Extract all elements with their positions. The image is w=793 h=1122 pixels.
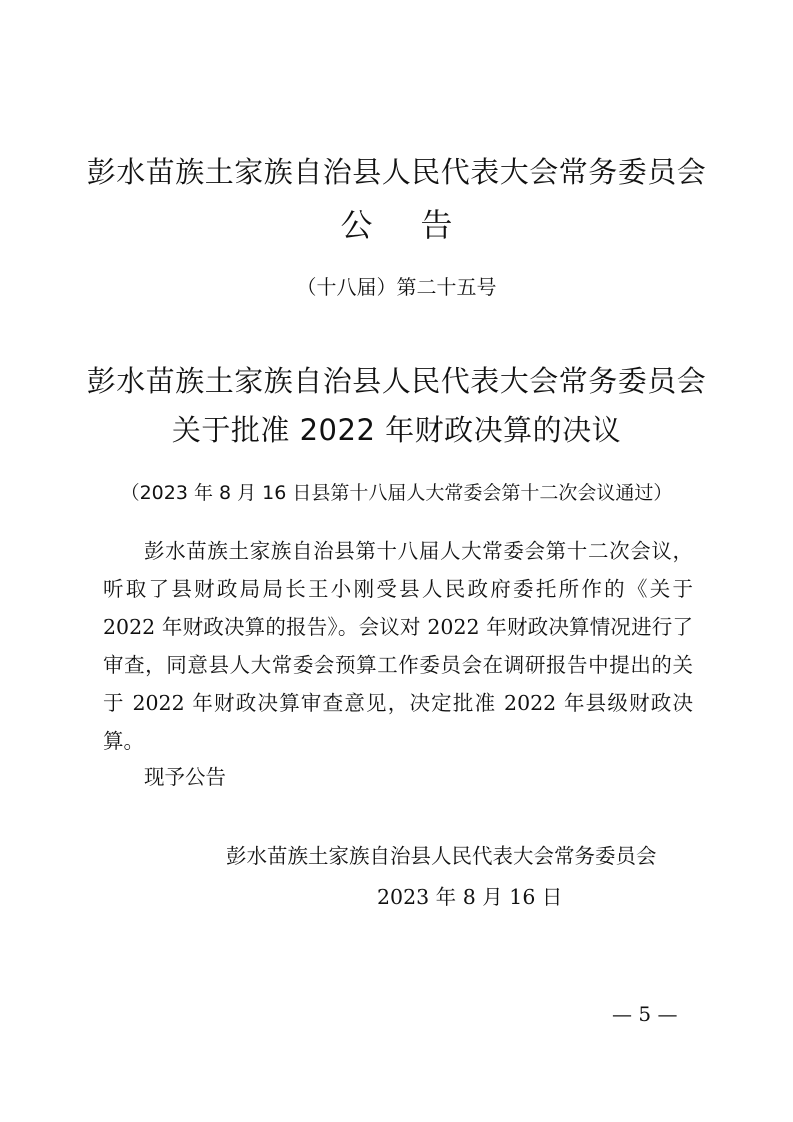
signature-organization: 彭水苗族土家族自治县人民代表大会常务委员会 <box>226 844 657 868</box>
passed-note: （2023 年 8 月 16 日县第十八届人大常委会第十二次会议通过） <box>120 482 673 504</box>
resolution-body <box>103 532 693 760</box>
announcement-heading-char-2: 告 <box>420 206 453 244</box>
body-paragraph: 彭水苗族土家族自治县第十八届人大常委会第十二次会议，听取了县财政局局长王小刚受县人民政府委托所作的《关于 2022 年财政决算的报告》。会议对 2022 年财政决算情况进行了审查，同意县人大常委会预算工作委员会在调研报告中提出的关于 2022 年财政决算审查意见，决定批准 2022 年县级财政决算。 <box>103 539 693 753</box>
announcement-heading-char-1: 公 <box>340 206 373 244</box>
announcement-heading <box>0 200 793 246</box>
page-number: — 5 — <box>612 1002 678 1026</box>
resolution-title-line-2: 关于批准 2022 年财政决算的决议 <box>171 413 622 447</box>
issuer-title: 彭水苗族土家族自治县人民代表大会常务委员会 <box>86 155 707 189</box>
resolution-title-line-1: 彭水苗族土家族自治县人民代表大会常务委员会 <box>86 364 707 398</box>
signature-date: 2023 年 8 月 16 日 <box>377 885 563 909</box>
closing-statement: 现予公告 <box>144 765 226 789</box>
issue-number: （十八届）第二十五号 <box>296 275 497 299</box>
